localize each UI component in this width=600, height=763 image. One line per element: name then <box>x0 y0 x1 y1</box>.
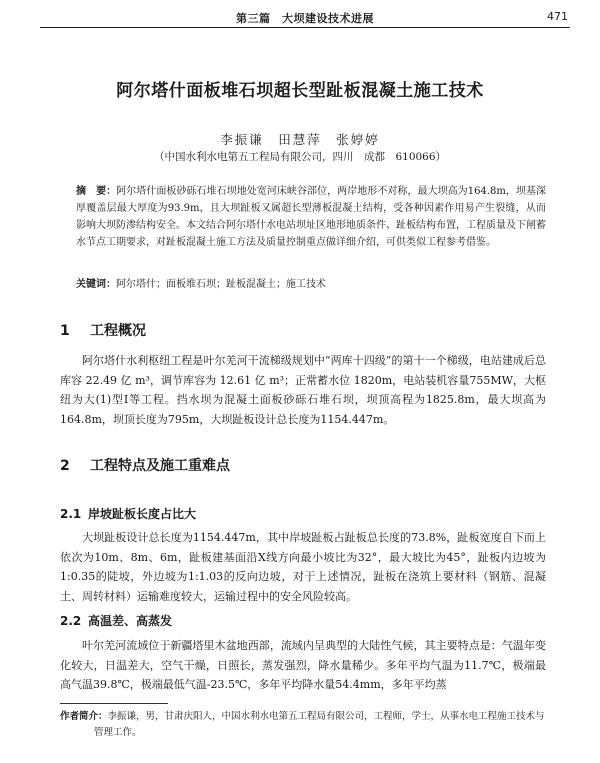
footnote-label: 作者简介： <box>60 711 108 722</box>
abstract-text: 阿尔塔什面板砂砾石堆石坝地处宽河床峡谷部位，两岸地形不对称，最大坝高为164.8m，坝基深厚覆盖层最大厚度为93.9m，且大坝趾板又属超长型薄板混凝土结构，受各种因素作用易产生裂缝，从而影响大坝防渗结构安全。本文结合阿尔塔什水电站坝址区地形地质条件、趾板结构布置，工程质量及下闸蓄水节点工期要求，对趾板混凝土施工方法及质量控制重点做详细介绍，可供类似工程参考借鉴。 <box>76 186 546 248</box>
running-title: 第三篇 大坝建设技术进展 <box>236 12 374 25</box>
section-title: 高温差、高蒸发 <box>88 614 173 628</box>
abstract-label: 摘 要： <box>76 186 117 197</box>
section-2-1-heading <box>60 505 196 522</box>
section-2-2-heading <box>60 612 172 629</box>
article-authors: 李振谦 田慧萍 张婷婷 <box>220 132 380 147</box>
abstract <box>76 183 546 251</box>
header-rule <box>40 27 570 28</box>
section-title: 工程概况 <box>90 323 146 339</box>
article-affiliation: （中国水利水电第五工程局有限公司，四川 成都 610066） <box>153 151 447 163</box>
section-number: 1 <box>60 323 70 339</box>
article-title: 阿尔塔什面板堆石坝超长型趾板混凝土施工技术 <box>116 81 484 101</box>
running-header <box>40 8 570 28</box>
section-2-heading <box>60 455 230 475</box>
section-1-heading <box>60 320 146 340</box>
section-number: 2.1 <box>60 507 82 521</box>
section-title: 岸坡趾板长度占比大 <box>88 507 197 521</box>
author-footnote <box>60 709 550 741</box>
section-2-1-paragraph: 大坝趾板设计总长度为1154.447m，其中岸坡趾板占趾板总长度的73.8%，趾板宽度自下而上依次为10m、8m、6m，趾板建基面沿X线方向最小坡比为32°，最大坡比为45°，趾板内边坡为1:0.35的陡坡，外边坡为1:1.03的反向边坡，对于上述情况，趾板在浇筑上要材料（钢筋、混凝土、周转材料）运输难度较大，运输过程中的安全风险较高。 <box>60 531 546 603</box>
section-title: 工程特点及施工重难点 <box>90 458 230 474</box>
keywords-label: 关键词： <box>76 279 116 290</box>
section-number: 2.2 <box>60 614 82 628</box>
section-1-paragraph: 阿尔塔什水利枢纽工程是叶尔羌河干流梯级规划中“两库十四级”的第十一个梯级，电站建成后总库容 22.49 亿 m³，调节库容为 12.61 亿 m³；正常蓄水位 1820m，电站装机容量755MW，大枢纽为大(1)型Ⅰ等工程。挡水坝为混凝土面板砂砾石堆石坝，坝顶高程为1825.8m，最大坝高为164.8m，坝顶长度为795m，大坝趾板设计总长度为1154.447m。 <box>60 354 546 426</box>
footnote-text: 李振谦，男，甘肃庆阳人，中国水利水电第五工程局有限公司，工程师，学士，从事水电工程施工技术与管理工作。 <box>94 711 545 738</box>
page-number: 471 <box>547 10 568 23</box>
keywords-text: 阿尔塔什；面板堆石坝；趾板混凝土；施工技术 <box>116 279 326 290</box>
footnote-rule <box>60 703 168 704</box>
section-number: 2 <box>60 458 70 474</box>
section-2-2-paragraph: 叶尔羌河流域位于新疆塔里木盆地西部，流域内呈典型的大陆性气候，其主要特点是：气温年变化较大，日温差大，空气干燥，日照长，蒸发强烈，降水量稀少。多年平均气温为11.7℃，极端最高气温39.8℃，极端最低气温-23.5℃，多年平均降水量54.4mm，多年平均蒸 <box>60 639 546 691</box>
keywords <box>76 275 546 290</box>
